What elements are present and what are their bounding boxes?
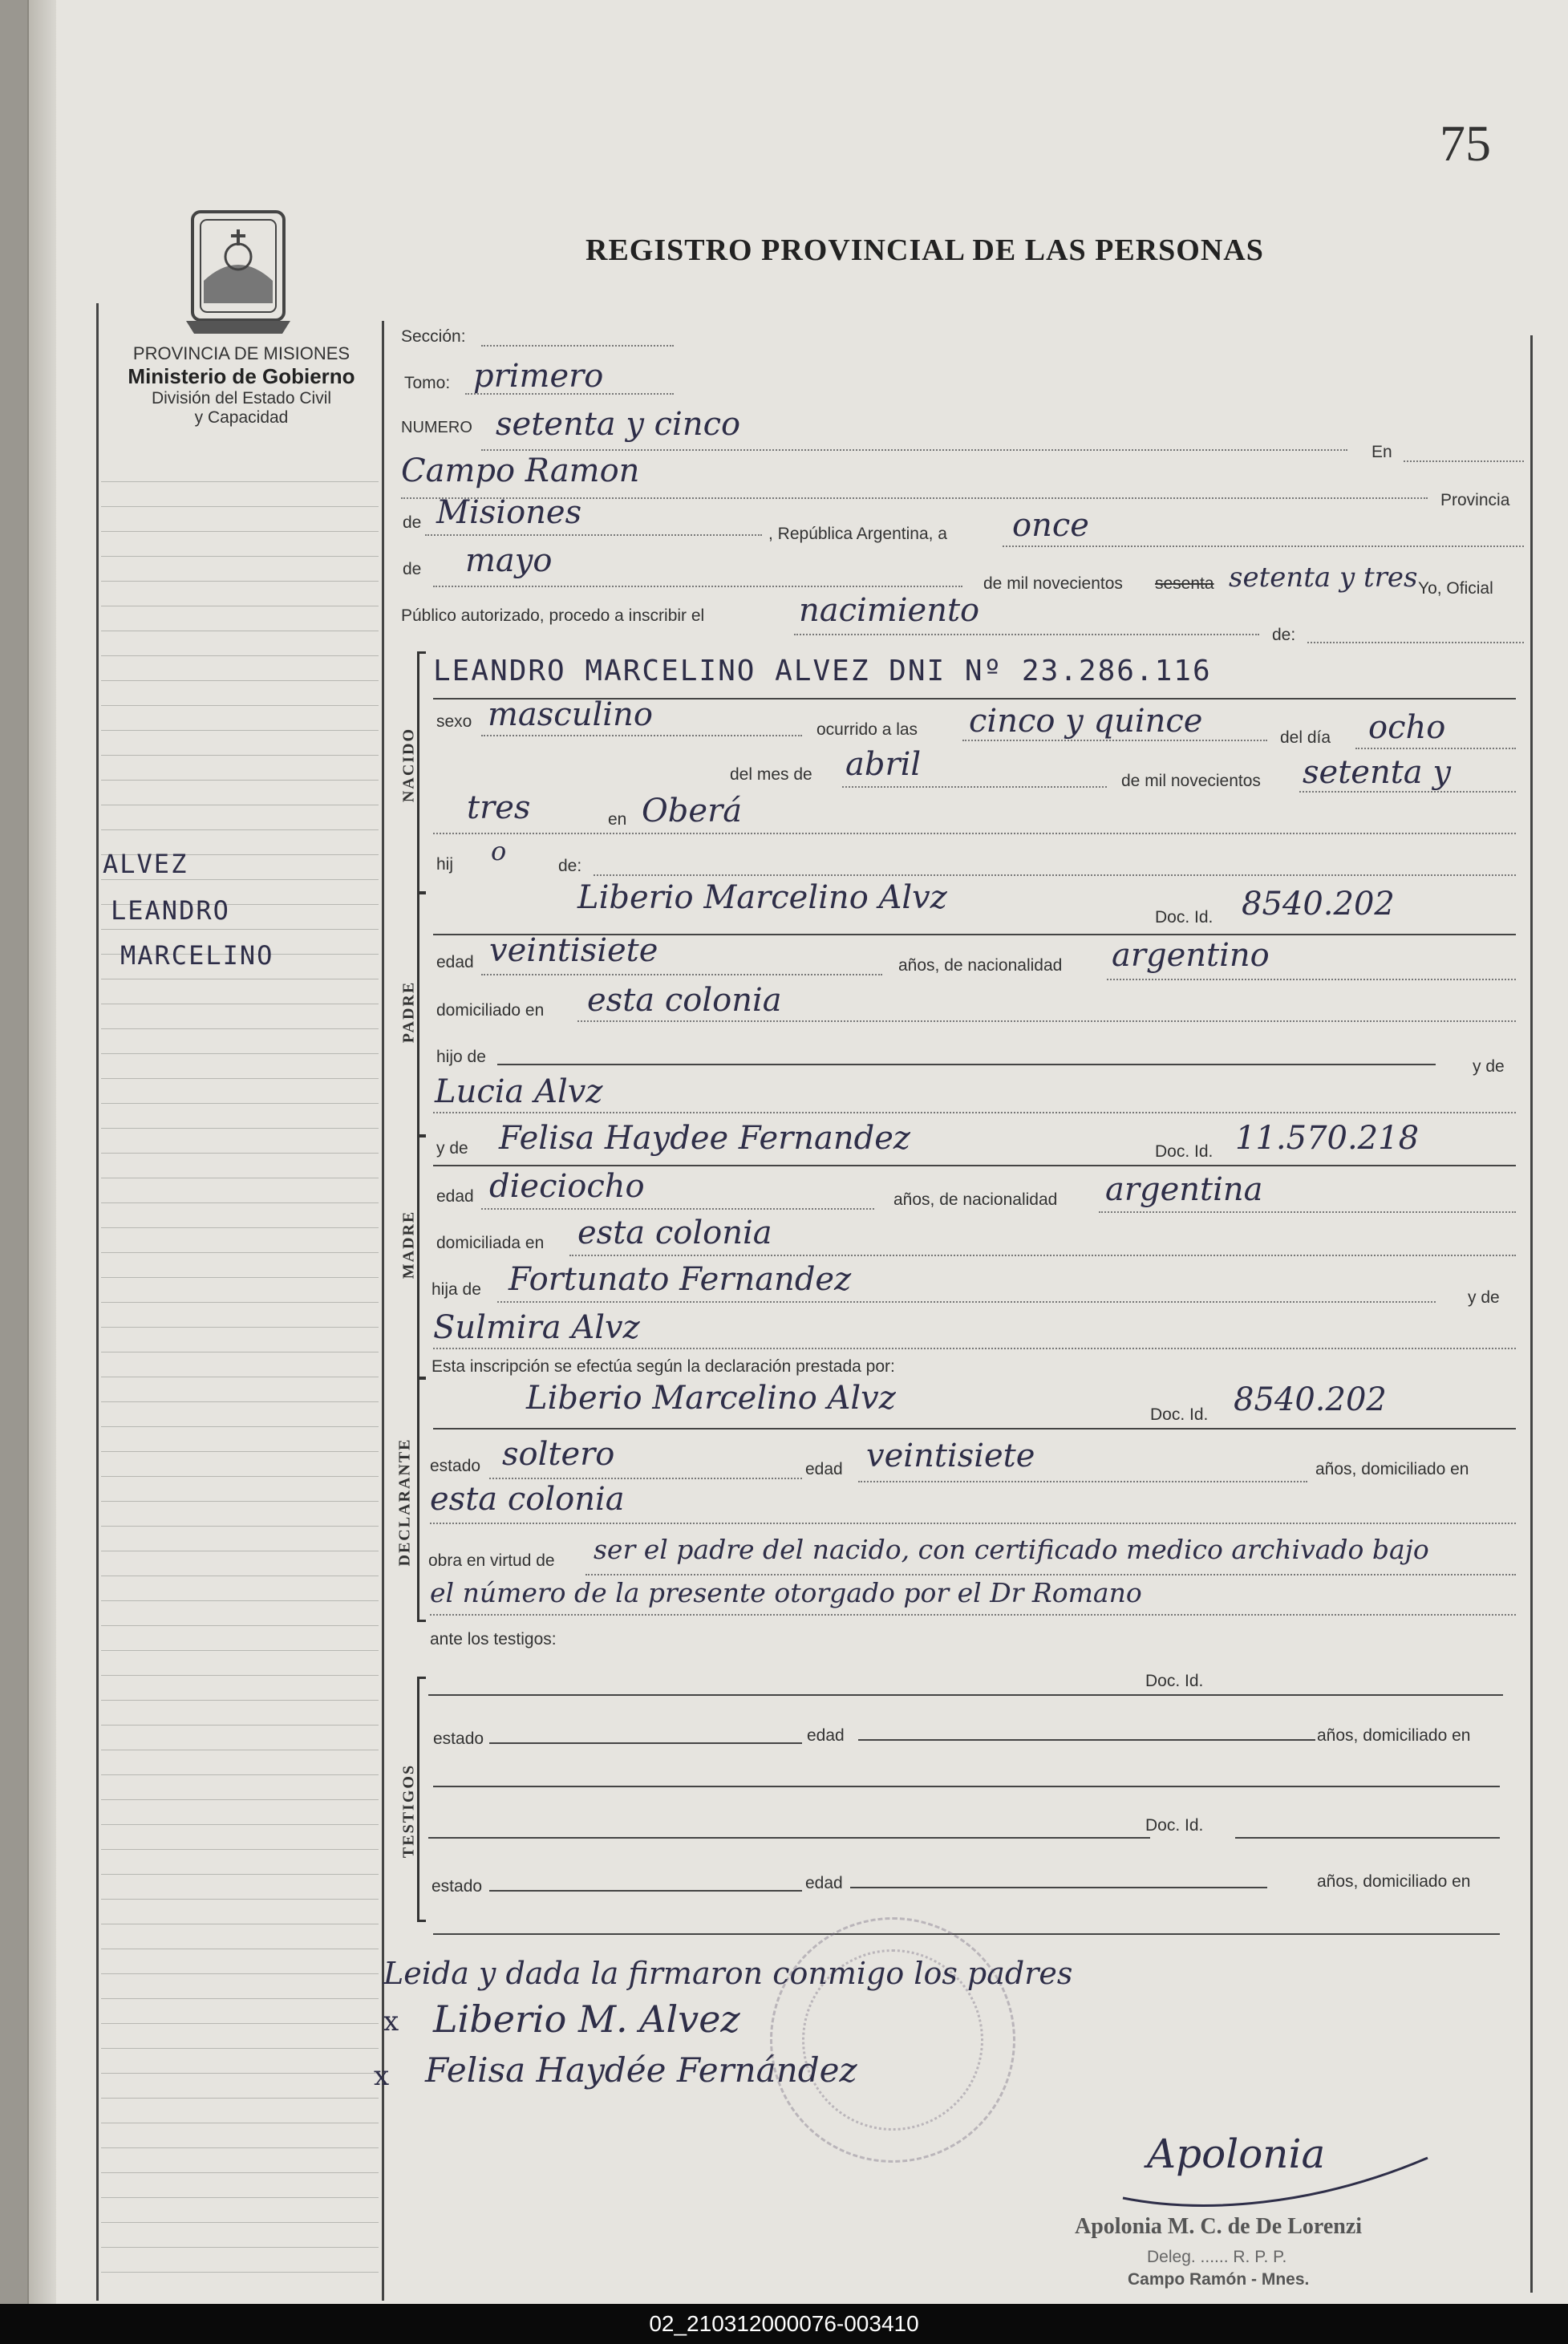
margin-ledger-line: [101, 2098, 379, 2099]
acto-line: [794, 634, 1259, 635]
value-decl-edad: veintisiete: [866, 1438, 1035, 1474]
value-obra-1: ser el padre del nacido, con certificado medico archivado bajo: [594, 1534, 1429, 1565]
label-madre-nac: años, de nacionalidad: [893, 1190, 1058, 1209]
margin-left-rule: [96, 303, 99, 2301]
testigo-1-edad-line: [858, 1739, 1315, 1741]
margin-ledger-line: [101, 1426, 379, 1427]
madre-bracket: [417, 1134, 426, 1380]
label-del-mes: del mes de: [730, 765, 812, 784]
dia-line: [1355, 748, 1516, 749]
margin-ledger-line: [101, 2023, 379, 2024]
margin-ledger-line: [101, 1700, 379, 1701]
official-role: Deleg. ...... R. P. P.: [1147, 2248, 1287, 2266]
authority-ministry: Ministerio de Gobierno: [128, 364, 355, 388]
margin-ledger-line: [101, 879, 379, 880]
margin-ledger-line: [101, 2172, 379, 2173]
label-ocurrido: ocurrido a las: [816, 720, 918, 739]
margin-ledger-line: [101, 481, 379, 482]
testigo-2-doc-line: [1235, 1837, 1500, 1839]
label-en-2: en: [608, 810, 627, 829]
section-testigos: TESTIGOS: [399, 1763, 418, 1859]
value-decl-estado: soltero: [502, 1436, 615, 1473]
value-padre: Liberio Marcelino Alvz: [577, 879, 947, 916]
padre-hijo-de-line: [497, 1064, 1436, 1065]
label-tomo: Tomo:: [404, 374, 451, 392]
label-sesenta-struck: sesenta: [1155, 574, 1214, 593]
label-testigo-2-dom: años, domiciliado en: [1317, 1872, 1471, 1891]
label-madre-hija-de: hija de: [432, 1280, 481, 1299]
obra-line: [585, 1574, 1516, 1576]
label-testigo-2-estado: estado: [432, 1877, 483, 1896]
margin-ledger-line: [101, 730, 379, 731]
margin-ledger-line: [101, 1476, 379, 1477]
label-de-colon: de:: [1272, 626, 1296, 644]
label-testigo-2-edad: edad: [805, 1874, 843, 1892]
margin-ledger-line: [101, 2073, 379, 2074]
dia-acta-line: [1003, 545, 1524, 547]
label-provincia: Provincia: [1440, 491, 1510, 509]
section-padre: PADRE: [399, 980, 418, 1044]
margin-ledger-line: [101, 1327, 379, 1328]
margin-ledger-line: [101, 1849, 379, 1850]
label-testigo-1-dom: años, domiciliado en: [1317, 1726, 1471, 1745]
margin-note-name: LEANDRO: [111, 895, 230, 926]
margin-note-middle-name: MARCELINO: [120, 940, 274, 971]
label-obra: obra en virtud de: [428, 1551, 555, 1570]
value-leida: Leida y dada la firmaron conmigo los padres: [383, 1956, 1073, 1991]
label-decl-edad: edad: [805, 1460, 843, 1478]
margin-ledger-line: [101, 1824, 379, 1825]
declarante-line: [433, 1428, 1516, 1430]
label-de-provincia: de: [403, 513, 422, 532]
label-yo-oficial: Yo, Oficial: [1418, 579, 1493, 598]
official-name: Apolonia M. C. de De Lorenzi: [1075, 2214, 1363, 2239]
value-provincia: Misiones: [436, 494, 582, 531]
label-madre-edad: edad: [436, 1187, 474, 1206]
label-del-dia: del día: [1280, 728, 1331, 747]
value-decl-dom: esta colonia: [430, 1481, 625, 1518]
de-colon-line: [1307, 642, 1524, 643]
margin-ledger-line: [101, 1675, 379, 1676]
value-madre-padre: Fortunato Fernandez: [508, 1261, 852, 1298]
label-de-mil-2: de mil novecientos: [1121, 772, 1261, 790]
madre-line: [433, 1165, 1516, 1166]
value-dia-acta: once: [1012, 507, 1089, 544]
signature-flourish-icon: [1107, 2126, 1444, 2222]
margin-ledger-line: [101, 1401, 379, 1402]
page-number: 75: [1440, 115, 1491, 172]
value-obra-2: el número de la presente otorgado por el Dr Romano: [430, 1577, 1142, 1608]
madre-dom-line: [569, 1255, 1516, 1256]
value-anio-acta: setenta y tres: [1229, 562, 1418, 594]
signature-official: Apolonia: [1147, 2131, 1326, 2177]
margin-note-surname: ALVEZ: [103, 849, 188, 879]
margin-right-rule: [382, 321, 384, 2301]
label-ante: ante los testigos:: [430, 1630, 557, 1649]
label-hij: hij: [436, 855, 454, 874]
margin-ledger-line: [101, 1128, 379, 1129]
margin-ledger-line: [101, 2222, 379, 2223]
label-de-mil: de mil novecientos: [983, 574, 1123, 593]
label-padre-y-de: y de: [1473, 1057, 1505, 1076]
value-madre-nac: argentina: [1105, 1171, 1263, 1208]
margin-ledger-line: [101, 531, 379, 532]
margin-ledger-line: [101, 1874, 379, 1875]
anio-line: [1299, 791, 1516, 793]
margin-ledger-line: [101, 929, 379, 930]
value-hora: cinco y quince: [969, 703, 1203, 740]
margin-ledger-line: [101, 1302, 379, 1303]
margin-ledger-line: [101, 1600, 379, 1601]
decl-edad-line: [858, 1481, 1307, 1482]
margin-ledger-line: [101, 2272, 379, 2273]
margin-ledger-line: [101, 1650, 379, 1651]
margin-ledger-line: [101, 1451, 379, 1452]
margin-ledger-line: [101, 1725, 379, 1726]
madre-nac-line: [1099, 1211, 1516, 1213]
numero-line: [481, 449, 1347, 451]
value-declarante: Liberio Marcelino Alvz: [526, 1380, 896, 1417]
padre-edad-line: [481, 974, 882, 975]
official-place: Campo Ramón - Mnes.: [1128, 2270, 1310, 2289]
label-madre-y-de: y de: [436, 1139, 468, 1158]
tomo-line: [465, 393, 674, 395]
margin-ledger-line: [101, 1028, 379, 1029]
value-acto: nacimiento: [799, 592, 980, 629]
margin-ledger-line: [101, 1103, 379, 1104]
label-padre-edad: edad: [436, 953, 474, 971]
label-decl-estado: estado: [430, 1457, 481, 1475]
page-gutter: [27, 0, 56, 2304]
value-lugar: Campo Ramon: [401, 452, 640, 489]
value-padre-dom: esta colonia: [587, 982, 782, 1019]
label-de-mes: de: [403, 560, 422, 578]
label-padre-doc: Doc. Id.: [1155, 908, 1213, 927]
padre-nac-line: [1107, 979, 1516, 980]
testigo-1-dom-line: [433, 1786, 1500, 1787]
margin-ledger-line: [101, 1998, 379, 1999]
value-sexo: masculino: [488, 696, 653, 733]
label-testigo-1-edad: edad: [807, 1726, 845, 1745]
label-madre-dom: domiciliada en: [436, 1234, 545, 1252]
value-padre-doc: 8540.202: [1242, 886, 1395, 923]
margin-ledger-line: [101, 1799, 379, 1800]
value-padre-madre: Lucia Alvz: [435, 1073, 603, 1110]
testigo-2-edad-line: [850, 1887, 1267, 1888]
signature-father: Liberio M. Alvez: [433, 1997, 740, 2041]
padre-bracket: [417, 892, 426, 1138]
margin-ledger-line: [101, 1501, 379, 1502]
margin-ledger-line: [101, 1202, 379, 1203]
value-madre: Felisa Haydee Fernandez: [499, 1120, 910, 1157]
margin-ledger-line: [101, 755, 379, 756]
value-anio-2: tres: [467, 789, 531, 826]
value-padre-nac: argentino: [1112, 937, 1270, 974]
label-testigo-2-doc: Doc. Id.: [1145, 1816, 1204, 1835]
testigo-1-estado-line: [489, 1742, 802, 1744]
margin-ledger-line: [101, 1078, 379, 1079]
value-nombre: LEANDRO MARCELINO ALVEZ DNI Nº 23.286.116: [433, 655, 1212, 687]
hora-line: [962, 740, 1267, 741]
mes-line: [842, 786, 1107, 788]
label-de-hij: de:: [558, 857, 582, 875]
value-declarante-doc: 8540.202: [1234, 1381, 1387, 1418]
nacido-bracket: [417, 651, 426, 894]
page-right-rule: [1530, 335, 1533, 2293]
value-hij-suffix: o: [491, 836, 507, 866]
section-nacido: NACIDO: [399, 727, 418, 803]
margin-ledger-line: [101, 1973, 379, 1974]
margin-ledger-line: [101, 680, 379, 681]
provincia-line: [425, 534, 762, 536]
signature-mother: Felisa Haydée Fernández: [425, 2050, 857, 2090]
testigos-bracket: [417, 1677, 426, 1922]
label-seccion: Sección:: [401, 327, 466, 346]
margin-ledger-line: [101, 506, 379, 507]
label-numero: NUMERO: [401, 419, 472, 436]
signature-mark-1: x: [383, 2005, 399, 2038]
label-madre-y-de-2: y de: [1468, 1288, 1500, 1307]
value-madre-madre: Sulmira Alvz: [433, 1309, 640, 1346]
decl-estado-line: [489, 1478, 802, 1479]
section-madre: MADRE: [399, 1210, 418, 1279]
madre-edad-line: [481, 1208, 874, 1210]
label-sexo: sexo: [436, 712, 472, 731]
margin-ledger-line: [101, 2147, 379, 2148]
value-madre-dom: esta colonia: [577, 1215, 772, 1251]
authority-province: PROVINCIA DE MISIONES: [132, 343, 350, 363]
value-tomo: primero: [473, 358, 604, 395]
madre-madre-line: [433, 1348, 1516, 1349]
margin-ledger-line: [101, 1053, 379, 1054]
section-declarante: DECLARANTE: [395, 1438, 414, 1567]
testigo-2-estado-line: [489, 1890, 802, 1892]
margin-ledger-line: [101, 1899, 379, 1900]
margin-ledger-line: [101, 829, 379, 830]
margin-ledger-line: [101, 556, 379, 557]
margin-ledger-line: [101, 2048, 379, 2049]
scan-footer-id: 02_210312000076-003410: [0, 2304, 1568, 2344]
label-en: En: [1371, 443, 1392, 461]
margin-ledger-line: [101, 655, 379, 656]
label-decl-dom: años, domiciliado en: [1315, 1460, 1469, 1478]
testigo-2-dom-line: [433, 1933, 1500, 1935]
value-mes-acta: mayo: [465, 542, 553, 579]
value-lugar-nac: Oberá: [642, 793, 743, 829]
testigo-2-line: [428, 1837, 1150, 1839]
obra-2-line: [430, 1614, 1516, 1616]
label-padre-nac: años, de nacionalidad: [898, 956, 1063, 975]
value-madre-doc: 11.570.218: [1235, 1120, 1420, 1157]
label-testigo-1-doc: Doc. Id.: [1145, 1672, 1204, 1690]
label-testigo-1-estado: estado: [433, 1730, 484, 1748]
authority-division: División del Estado Civil: [151, 389, 332, 408]
margin-ledger-line: [101, 1227, 379, 1228]
hij-line: [594, 874, 1516, 876]
value-madre-edad: dieciocho: [489, 1168, 645, 1205]
label-publico: Público autorizado, procedo a inscribir el: [401, 606, 705, 625]
margin-ledger-line: [101, 581, 379, 582]
label-padre-hijo-de: hijo de: [436, 1048, 486, 1066]
authority-division-2: y Capacidad: [194, 408, 289, 427]
margin-ledger-line: [101, 705, 379, 706]
margin-ledger-line: [101, 780, 379, 781]
mes-acta-line: [433, 586, 962, 587]
en-line: [1404, 460, 1524, 462]
label-republica: , República Argentina, a: [768, 525, 947, 543]
margin-ledger-line: [101, 1625, 379, 1626]
margin-ledger-line: [101, 2197, 379, 2198]
declarante-bracket: [417, 1377, 426, 1622]
margin-ledger-line: [101, 1277, 379, 1278]
margin-ledger-line: [101, 1526, 379, 1527]
label-declarante-doc: Doc. Id.: [1150, 1405, 1209, 1424]
margin-ledger-line: [101, 1774, 379, 1775]
signature-mark-2: x: [374, 2060, 390, 2092]
authority-block: [95, 343, 388, 428]
margin-ledger-line: [101, 1252, 379, 1253]
label-madre-doc: Doc. Id.: [1155, 1142, 1213, 1161]
testigo-1-line: [428, 1694, 1503, 1696]
seccion-line: [481, 345, 674, 347]
binding-edge: [27, 0, 29, 2304]
lugar-nac-line: [433, 833, 1516, 834]
margin-ledger-line: [101, 1153, 379, 1154]
sexo-line: [481, 735, 802, 736]
margin-ledger-line: [101, 2247, 379, 2248]
document-title: REGISTRO PROVINCIAL DE LAS PERSONAS: [585, 233, 1264, 267]
label-padre-dom: domiciliado en: [436, 1001, 545, 1020]
decl-dom-line: [430, 1523, 1516, 1524]
value-padre-edad: veintisiete: [489, 932, 658, 969]
padre-madre-line: [433, 1112, 1516, 1113]
value-anio: setenta y: [1303, 754, 1451, 791]
label-esta-inscripcion: Esta inscripción se efectúa según la declaración prestada por:: [432, 1357, 895, 1376]
madre-padre-line: [497, 1301, 1436, 1303]
value-dia: ocho: [1368, 709, 1446, 746]
value-mes: abril: [845, 746, 922, 783]
value-numero: setenta y cinco: [496, 406, 741, 443]
padre-dom-line: [577, 1020, 1516, 1022]
provincial-seal-icon: [178, 201, 298, 337]
